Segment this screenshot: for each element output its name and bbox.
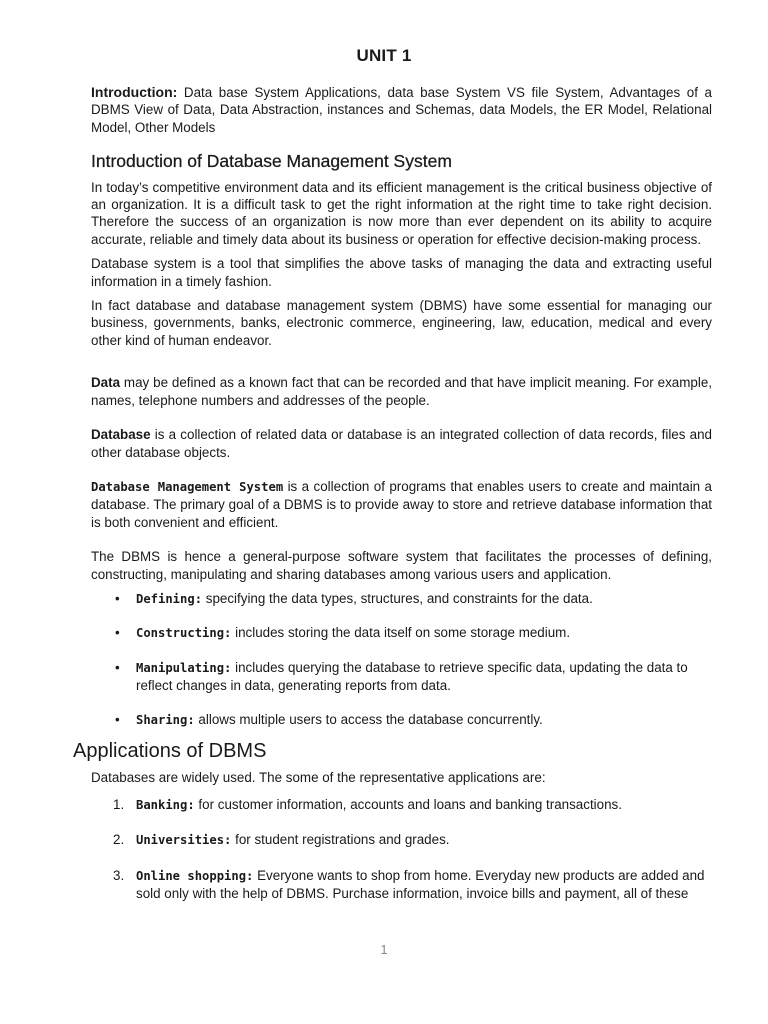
paragraph-essential: In fact database and database management system (DBMS) have some essential for managing our business, governments, banks, electronic commerce, engineering, law, education, medical and every other kind of human endeavor. xyxy=(91,298,712,348)
operation-text: specifying the data types, structures, and constraints for the data. xyxy=(202,590,593,606)
intro-text: Data base System Applications, data base System VS file System, Advantages of a DBMS View of Data, Data Abstraction, instances and Schemas, data Models, the ER Model, Relational Model, Other Models xyxy=(91,85,712,135)
definition-data-term: Data xyxy=(91,375,121,391)
operation-text: allows multiple users to access the database concurrently. xyxy=(194,711,543,727)
intro-paragraph xyxy=(91,84,712,136)
list-item xyxy=(91,590,712,608)
application-text: for customer information, accounts and loans and banking transactions. xyxy=(194,796,622,812)
document-body xyxy=(73,84,712,902)
operation-term: Sharing: xyxy=(136,712,195,727)
definition-dbms-text: is a collection of programs that enables users to create and maintain a database. The primary goal of a DBMS is to provide away to store and retrieve database information that is both convenient and efficient. xyxy=(91,478,712,530)
operation-term: Constructing: xyxy=(136,626,232,641)
definition-database xyxy=(91,426,712,461)
operation-text: includes storing the data itself on some storage medium. xyxy=(231,625,571,641)
definition-dbms-term: Database Management System xyxy=(91,479,284,494)
applications-list xyxy=(91,796,712,903)
bullet-icon: • xyxy=(115,590,120,606)
operation-term: Defining: xyxy=(136,591,203,606)
list-number: 3. xyxy=(113,867,125,883)
bullet-icon: • xyxy=(115,711,120,727)
applications-heading: Applications of DBMS xyxy=(73,739,267,762)
paragraph-tool: Database system is a tool that simplifies the above tasks of managing the data and extracting useful information in a timely fashion. xyxy=(91,256,712,289)
bullet-icon: • xyxy=(115,659,120,675)
section-heading: Introduction of Database Management System xyxy=(91,151,452,172)
list-item xyxy=(91,796,712,814)
list-item xyxy=(91,867,712,903)
list-item xyxy=(91,831,712,849)
list-item xyxy=(91,659,712,695)
paragraph-environment: In today’s competitive environment data and its efficient management is the critical business objective of an organization. It is a difficult task to get the right information at the right time to take right decision. Therefore the success of an organization is now more than ever dependent on its ability to acquire accurate, reliable and timely data about its business or operation for effective decision-making process. xyxy=(91,179,712,247)
page-number: 1 xyxy=(380,942,388,957)
list-number: 2. xyxy=(113,832,125,848)
definition-database-term: Database xyxy=(91,427,151,443)
definition-dbms xyxy=(91,478,712,531)
operation-term: Manipulating: xyxy=(136,660,232,675)
application-term: Banking: xyxy=(136,797,195,812)
page-title: UNIT 1 xyxy=(356,46,412,65)
intro-lead: Introduction: xyxy=(91,84,178,100)
operation-text: includes querying the database to retrieve specific data, updating the data to reflect changes in data, generating reports from data. xyxy=(136,659,688,694)
definition-data-text: may be defined as a known fact that can be recorded and that have implicit meaning. For example, names, telephone numbers and addresses of the people. xyxy=(91,375,712,408)
application-text: Everyone wants to shop from home. Everyday new products are added and sold only with the help of DBMS. Purchase information, invoice bills and payment, all of these xyxy=(136,867,705,901)
application-term: Universities: xyxy=(136,833,232,848)
definition-database-text: is a collection of related data or database is an integrated collection of data records, files and other database objects. xyxy=(91,427,712,460)
operations-list xyxy=(91,590,712,729)
applications-intro: Databases are widely used. The some of the representative applications are: xyxy=(91,770,546,786)
list-item xyxy=(91,624,712,642)
list-number: 1. xyxy=(113,796,125,812)
dbms-purpose-paragraph: The DBMS is hence a general-purpose software system that facilitates the processes of defining, constructing, manipulating and sharing databases among various users and application. xyxy=(91,549,712,582)
list-item xyxy=(91,711,712,729)
application-term: Online shopping: xyxy=(136,868,254,883)
definition-data xyxy=(91,374,712,409)
application-text: for student registrations and grades. xyxy=(231,832,450,848)
bullet-icon: • xyxy=(115,625,120,641)
